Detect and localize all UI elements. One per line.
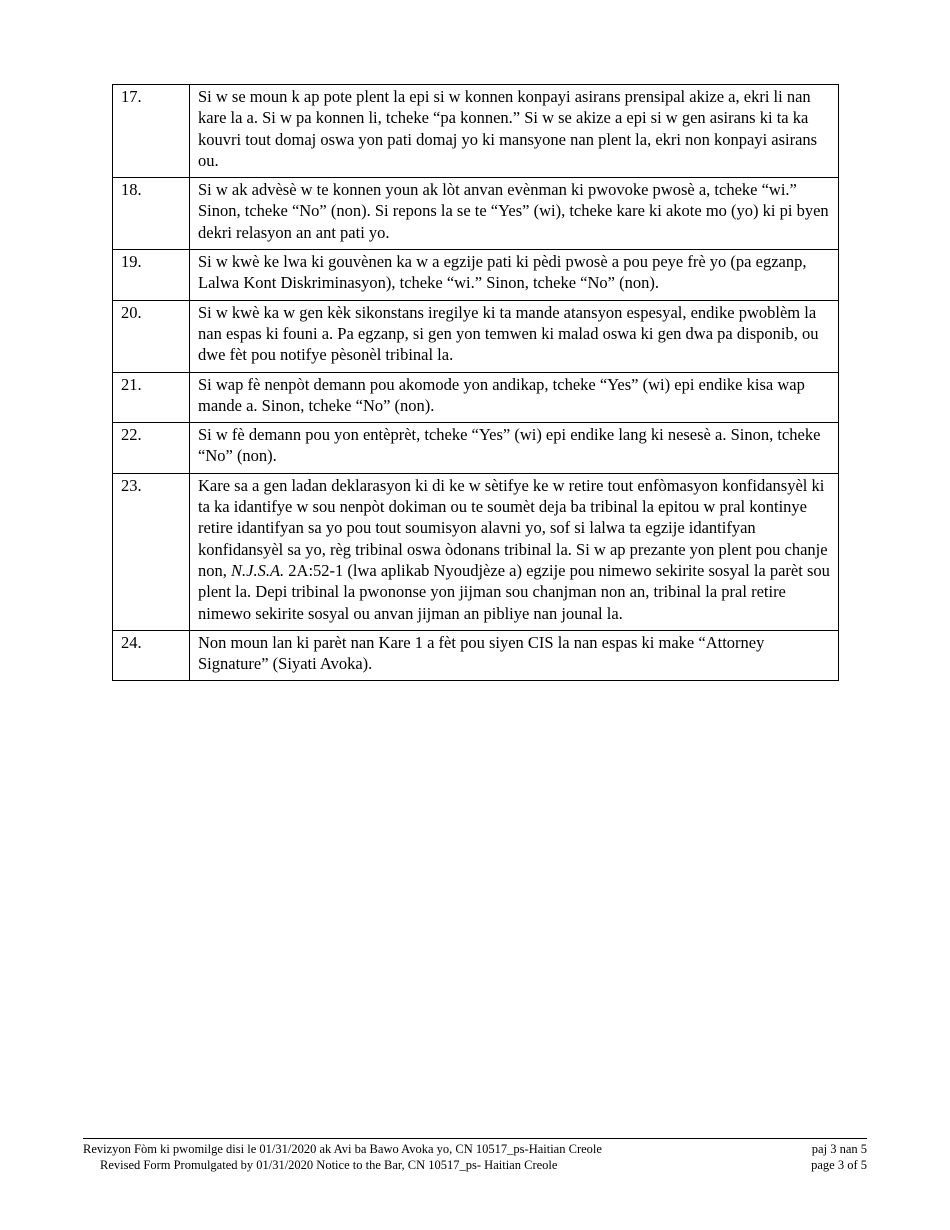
table-row	[113, 85, 839, 178]
item-text: Si wap fè nenpòt demann pou akomode yon andikap, tcheke “Yes” (wi) epi endike kisa wap mande a. Sinon, tcheke “No” (non).	[190, 372, 839, 423]
item-number: 21.	[113, 372, 190, 423]
table-row	[113, 423, 839, 474]
item-text: Si w kwè ka w gen kèk sikonstans iregilye ki ta mande atansyon espesyal, endike pwoblèm la nan espas ki founi a. Pa egzanp, si gen yon temwen ki malad oswa ki gen dwa pa disponib, ou dwe fèt pou notifye pèsonèl tribinal la.	[190, 300, 839, 372]
footer-page-number-creole: paj 3 nan 5	[811, 1142, 867, 1156]
table-row	[113, 178, 839, 250]
item-number: 23.	[113, 473, 190, 630]
item-text-part: 2A:52-1 (lwa aplikab Nyoudjèze a) egzije pou nimewo sekirite sosyal la parèt sou plent la. Depi tribinal la pwononse yon jijman sou chanjman non an, tribinal la pral retire nimewo sekirite sosyal ou anvan jijman an pibliye nan jounal la.	[198, 560, 830, 623]
instructions-table	[112, 84, 839, 681]
item-text: Si w fè demann pou yon entèprèt, tcheke “Yes” (wi) epi endike lang ki nesesè a. Sinon, tcheke “No” (non).	[190, 423, 839, 474]
footer-line-english	[83, 1157, 867, 1173]
item-text: Si w kwè ke lwa ki gouvènen ka w a egzije pati ki pèdi pwosè a pou peye frè yo (pa egzanp, Lalwa Kont Diskriminasyon), tcheke “wi.” Sinon, tcheke “No” (non).	[190, 250, 839, 301]
statute-citation: N.J.S.A.	[231, 560, 285, 580]
footer-line-creole	[83, 1141, 867, 1157]
table-row	[113, 250, 839, 301]
item-number: 19.	[113, 250, 190, 301]
table-row	[113, 300, 839, 372]
table-row	[113, 473, 839, 630]
item-number: 18.	[113, 178, 190, 250]
footer-form-revision-creole: Revizyon Fòm ki pwomilge disi le 01/31/2020 ak Avi ba Bawo Avoka yo, CN 10517_ps-Haitian Creole	[83, 1142, 602, 1156]
footer-form-revision-english: Revised Form Promulgated by 01/31/2020 Notice to the Bar, CN 10517_ps- Haitian Creole	[100, 1158, 558, 1172]
table-row	[113, 372, 839, 423]
item-text	[190, 473, 839, 630]
footer-page-number-english: page 3 of 5	[811, 1158, 867, 1172]
table-row	[113, 630, 839, 681]
item-number: 20.	[113, 300, 190, 372]
item-text: Non moun lan ki parèt nan Kare 1 a fèt pou siyen CIS la nan espas ki make “Attorney Signature” (Siyati Avoka).	[190, 630, 839, 681]
item-number: 22.	[113, 423, 190, 474]
page-footer	[83, 1141, 867, 1173]
item-text: Si w ak advèsè w te konnen youn ak lòt anvan evènman ki pwovoke pwosè a, tcheke “wi.” Sinon, tcheke “No” (non). Si repons la se te “Yes” (wi), tcheke kare ki akote mo (yo) ki pi byen dekri relasyon an ant pati yo.	[190, 178, 839, 250]
item-number: 17.	[113, 85, 190, 178]
footer-divider	[83, 1138, 867, 1139]
item-number: 24.	[113, 630, 190, 681]
item-text: Si w se moun k ap pote plent la epi si w konnen konpayi asirans prensipal akize a, ekri li nan kare la a. Si w pa konnen li, tcheke “pa konnen.” Si w se akize a epi si w gen asirans ki ta ka kouvri tout domaj oswa yon pati domaj yo ki mansyone nan plent la, ekri non konpayi asirans ou.	[190, 85, 839, 178]
item-text-part: Kare sa a gen ladan deklarasyon ki di ke w sètifye ke w retire tout enfòmasyon konfidansyèl ki ta ka idantifye w sou nenpòt dokiman ou te soumèt deja ba tribinal la epitou w pral kontinye retire idantifyan sa yo pou tout soumisyon alavni yo, sof si lalwa ta egzije idantifyan konfidansyèl sa yo, règ tribinal oswa òdonans tribinal la. Si w ap prezante yon plent pou chanje non,	[198, 475, 828, 580]
